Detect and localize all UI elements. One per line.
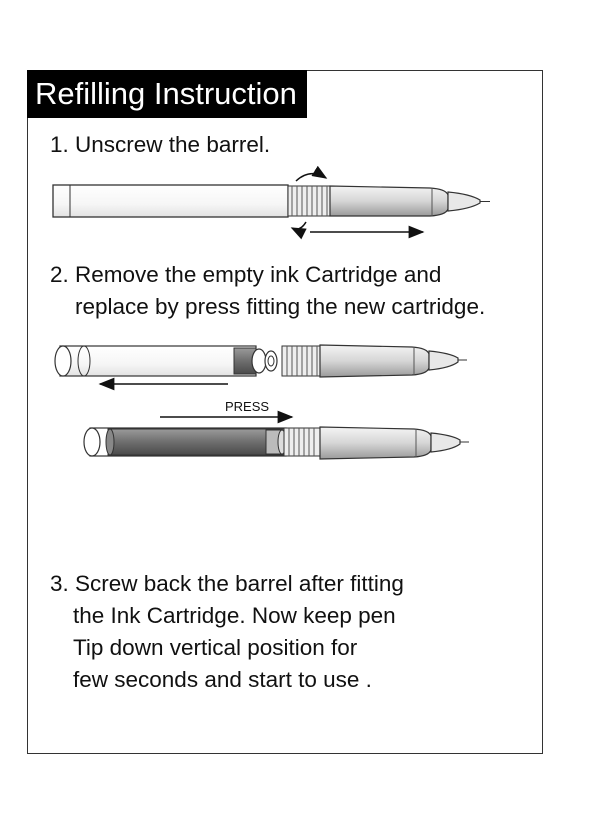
step-3-line-1: 3. Screw back the barrel after fitting <box>50 571 404 596</box>
step-2-press-illustration <box>84 399 469 459</box>
pressed-grip <box>320 427 431 459</box>
step-2-line-2: replace by press fitting the new cartridge. <box>75 294 486 319</box>
front-tip <box>429 351 458 370</box>
pressed-threads <box>284 428 320 456</box>
step-3-line-4: few seconds and start to use . <box>73 667 372 692</box>
front-section-threads <box>282 346 320 376</box>
step-2-line-1: 2. Remove the empty ink Cartridge and <box>50 262 442 287</box>
pen-tip <box>448 192 480 211</box>
rotate-arrow-top-icon <box>296 174 326 181</box>
thread-section <box>288 186 330 216</box>
press-label: PRESS <box>225 399 270 414</box>
step-3-line-2: the Ink Cartridge. Now keep pen <box>73 603 396 628</box>
new-cartridge <box>108 429 284 455</box>
page-title: Refilling Instruction <box>27 70 307 118</box>
step-3-line-3: Tip down vertical position for <box>73 635 358 660</box>
step-2-remove-illustration <box>55 345 467 384</box>
rotate-arrow-bottom-icon <box>292 222 306 229</box>
barrel <box>53 185 288 217</box>
step-1-pen-illustration <box>53 174 490 232</box>
step-1-line-1: 1. Unscrew the barrel. <box>50 132 271 157</box>
grip-section <box>330 186 448 216</box>
pressed-tip <box>431 433 460 452</box>
removed-barrel <box>60 346 256 376</box>
front-grip <box>320 345 429 377</box>
